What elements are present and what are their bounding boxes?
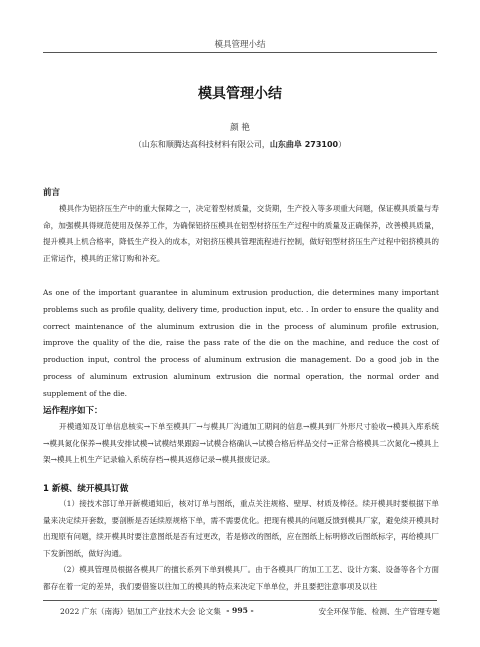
footer-topic: 安全环保节能、检测、生产管理专题 bbox=[318, 607, 440, 616]
running-header: 模具管理小结 bbox=[214, 40, 266, 50]
footer-rule bbox=[43, 600, 437, 601]
author-affiliation bbox=[0, 139, 480, 150]
affiliation-prefix: （山东和顺腾达高科技材料有限公司， bbox=[133, 140, 270, 149]
section-1-heading: 1 新模、续开模具订做 bbox=[43, 484, 129, 494]
section-1-paragraph-1: （1）接技术部订单开新模通知后，核对订单与图纸，重点关注规格、壁厚、材质及棒径。续开模具时要根据下单量来决定续开套数，要剖断是否延续原规格下单，需不需要优化。把现有模具的问题反馈到模具厂家，避免续开模具时出现原有问题，续开模具时要注意图纸是否有过更改，若是修改的图纸，应在图纸上标明修改后图纸标字，再给模具厂下发新图纸，做好沟通。 bbox=[43, 499, 439, 558]
footer-proceedings-title: 2022 广东（南海）铝加工产业技术大会 论文集 bbox=[60, 607, 221, 616]
page-number: - 995 - bbox=[226, 606, 254, 615]
section-1-paragraph-2: （2）模具管理员根据各模具厂的擅长系列下单到模具厂。由于各模具厂的加工工艺、设计方案、设备等各个方面都存在着一定的差异，我们要借鉴以往加工的模具的特点来决定下单单位，并且要把注意事项及以往 bbox=[43, 565, 439, 591]
procedure-heading: 运作程序如下： bbox=[43, 406, 103, 416]
preface-heading: 前言 bbox=[43, 188, 61, 198]
author-name: 颜 艳 bbox=[230, 123, 250, 133]
preface-english-paragraph: As one of the important guarantee in aluminum extrusion production, die determines many important problems such as profile quality, delivery time, production input, etc. . In order to ensure the quality and correct maintenance of the aluminum extrusion die in the process of aluminum profile extrusion, improve the quality of the die, raise the pass rate of the die on the machine, and reduce the cost of production input, control the process of aluminum extrusion die management. Do a good job in the process of aluminum extrusion aluminum extrusion die normal operation, the normal order and supplement of the die. bbox=[43, 288, 439, 398]
header-rule bbox=[43, 52, 437, 53]
affiliation-suffix: ） bbox=[338, 140, 347, 149]
affiliation-location: 山东曲阜 273100 bbox=[269, 140, 339, 149]
preface-chinese-paragraph: 模具作为铝挤压生产中的重大保障之一，决定着型材质量，交货期，生产投入等多项重大问题，保证模具质量与寿命，加强模具得规范使用及保养工作，为确保铝挤压模具在铝型材挤压生产过程中的质量及正确保养，改善模具质量，提升模具上机合格率，降低生产投入的成本，对铝挤压模具管理流程进行控制，做好铝型材挤压生产过程中铝挤模具的正常运作，模具的正常订购和补充。 bbox=[43, 204, 439, 263]
procedure-paragraph: 开模通知及订单信息核实→下单至模具厂→与模具厂沟通加工期间的信息→模具到厂外形尺寸验收→模具入库系统→模具氮化保养→模具安排试模→试模结果跟踪→试模合格确认→试模合格后样品交付→正常合格模具二次氮化→模具上架→模具上机生产记录输入系统存档→模具返修记录→模具报废记录。 bbox=[43, 422, 439, 465]
paper-title: 模具管理小结 bbox=[198, 86, 282, 102]
